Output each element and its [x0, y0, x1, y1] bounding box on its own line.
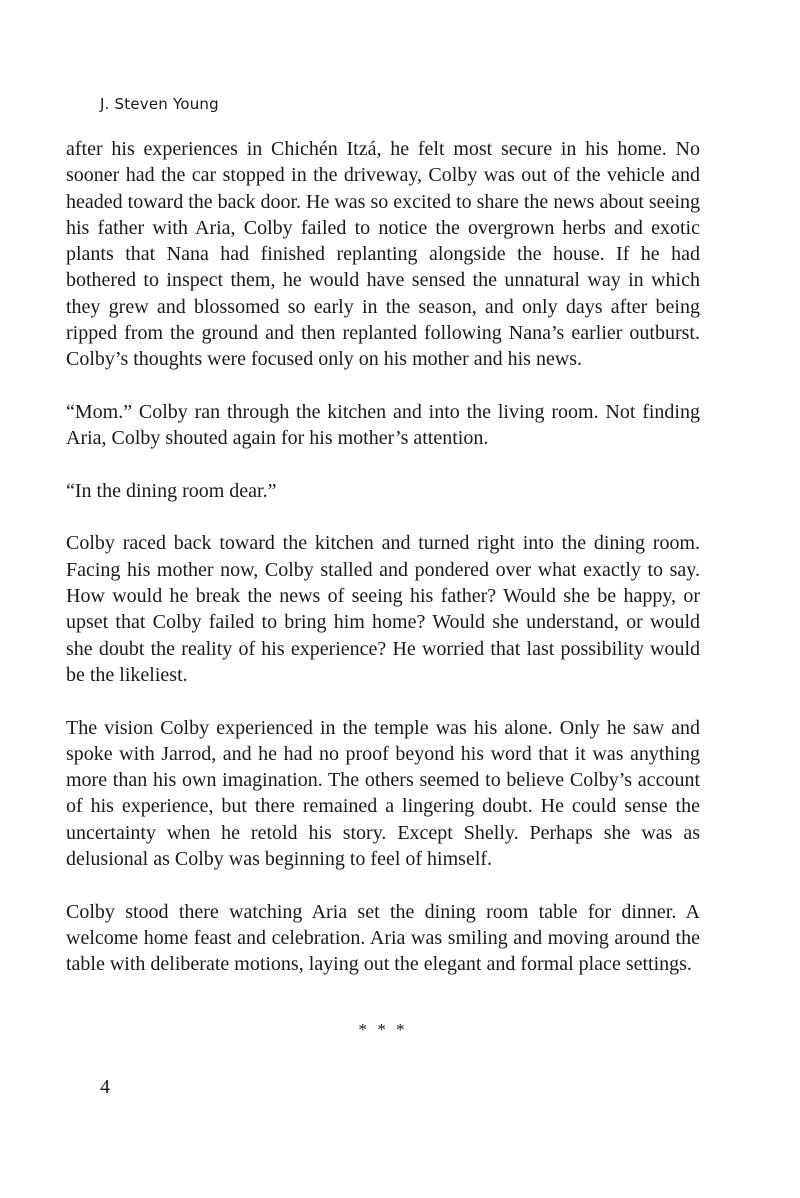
page-body [66, 136, 700, 978]
paragraph-5: The vision Colby experienced in the temple was his alone. Only he saw and spoke with Jarrod, and he had no proof beyond his word that it was anything more than his own imagination. The others seemed to believe Colby’s account of his experience, but there remained a lingering doubt. He could sense the uncertainty when he retold his story. Except Shelly. Perhaps she was as delusional as Colby was beginning to feel of himself. [66, 716, 700, 871]
paragraph-3: “In the dining room dear.” [66, 479, 277, 502]
paragraph-6: Colby stood there watching Aria set the dining room table for dinner. A welcome home feast and celebration. Aria was smiling and moving around the table with deliberate motions, laying out the elegant and formal place settings. [66, 900, 700, 976]
paragraph-4: Colby raced back toward the kitchen and turned right into the dining room. Facing his mother now, Colby stalled and pondered over what exactly to say. How would he break the news of seeing his father? Would she be happy, or upset that Colby failed to bring him home? Would she understand, or would she doubt the reality of his experience? He worried that last possibility would be the likeliest. [66, 532, 700, 686]
page-number: 4 [100, 1076, 110, 1098]
running-header-author: J. Steven Young [100, 95, 219, 113]
paragraph-1: after his experiences in Chichén Itzá, he felt most secure in his home. No sooner had the car stopped in the driveway, Colby was out of the vehicle and headed toward the back door. He was so excited to share the news about seeing his father with Aria, Colby failed to notice the overgrown herbs and exotic plants that Nana had finished replanting alongside the house. If he had bothered to inspect them, he would have sensed the unnatural way in which they grew and blossomed so early in the season, and only days after being ripped from the ground and then replanted following Nana’s earlier outburst. Colby’s thoughts were focused only on his mother and his news. [66, 138, 700, 371]
paragraph-2: “Mom.” Colby ran through the kitchen and into the living room. Not finding Aria, Colby shouted again for his mother’s attention. [66, 400, 700, 450]
scene-break: * * * [358, 1020, 408, 1039]
